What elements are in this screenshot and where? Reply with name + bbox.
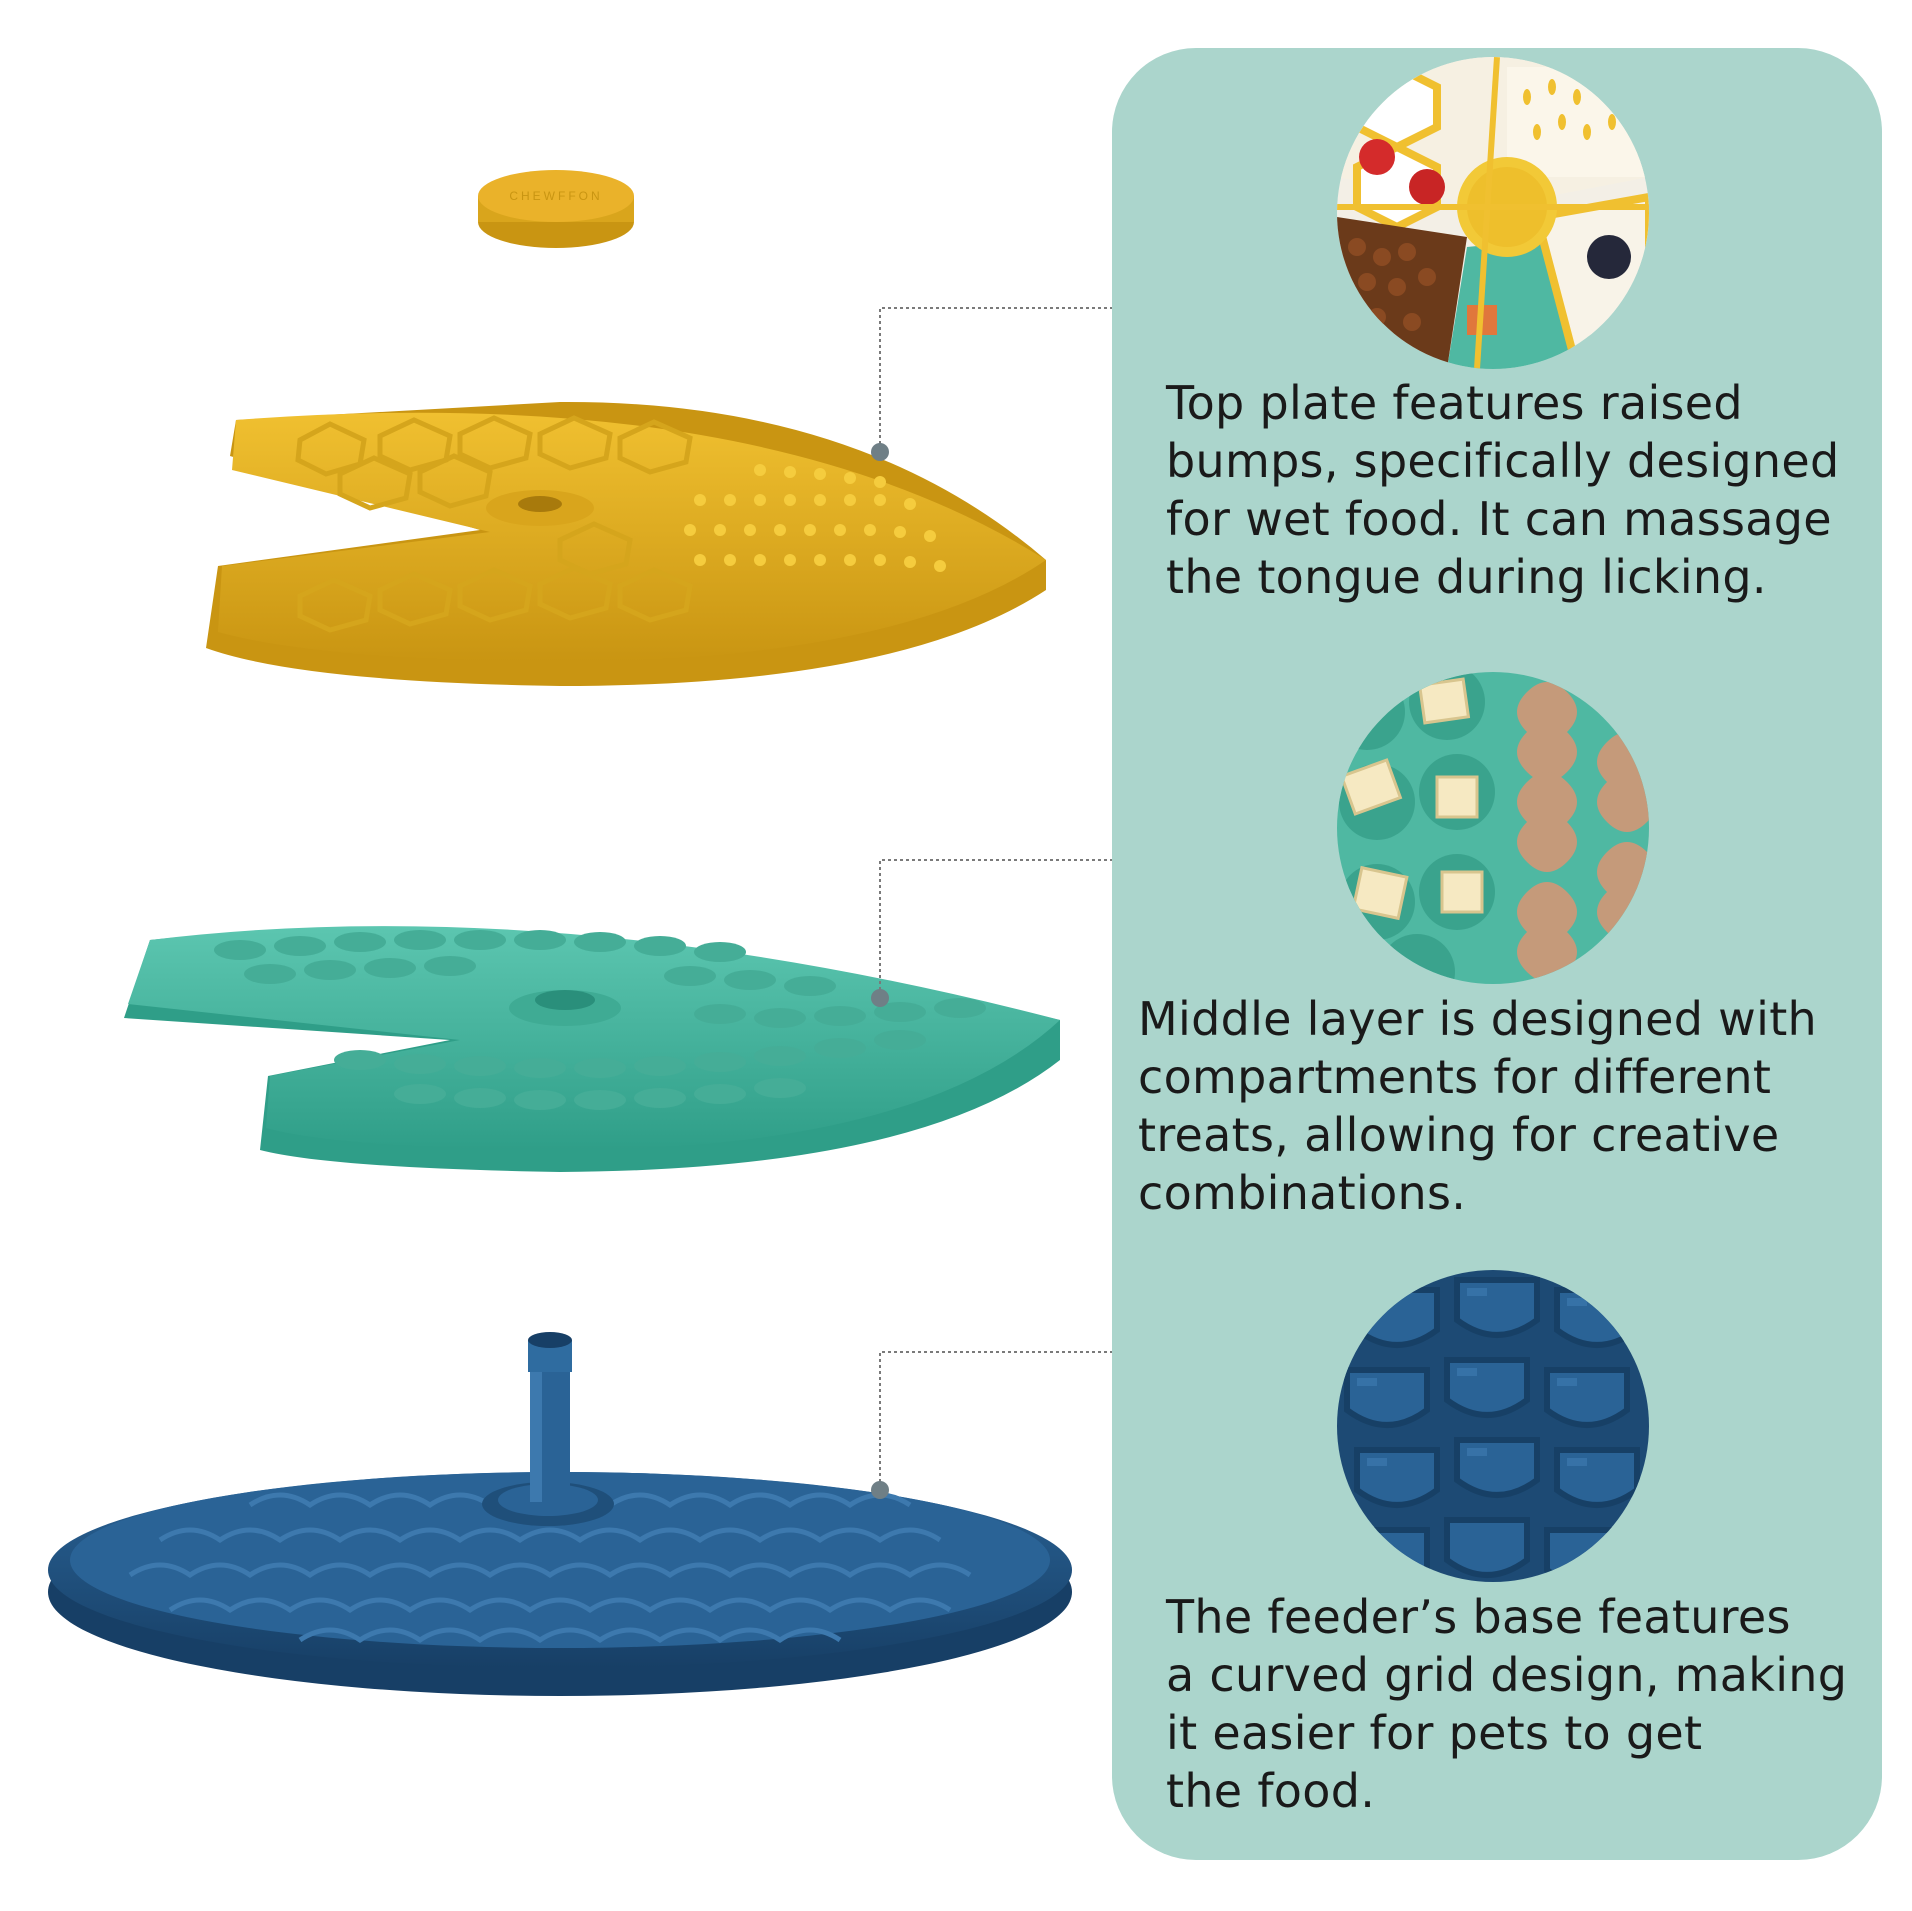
caption-line: it easier for pets to get	[1166, 1706, 1703, 1760]
caption-line: the tongue during licking.	[1166, 550, 1767, 604]
caption-line: Top plate features raised	[1166, 376, 1743, 430]
middle-layer-caption	[1138, 990, 1817, 1222]
caption-line: Middle layer is designed with	[1138, 992, 1817, 1046]
caption-line: treats, allowing for creative	[1138, 1108, 1780, 1162]
middle-layer	[124, 926, 1060, 1172]
caption-line: compartments for different	[1138, 1050, 1772, 1104]
middle-layer-detail-photo	[1337, 672, 1649, 984]
top-plate	[206, 402, 1046, 686]
base-detail-photo	[1337, 1270, 1649, 1582]
caption-line: the food.	[1166, 1764, 1376, 1818]
lid-brand-text: CHEWFFON	[509, 189, 603, 203]
caption-line: for wet food. It can massage	[1166, 492, 1832, 546]
top-plate-detail-photo	[1337, 57, 1649, 369]
base-caption	[1166, 1588, 1847, 1820]
caption-line: a curved grid design, making	[1166, 1648, 1848, 1702]
caption-line: The feeder’s base features	[1166, 1590, 1791, 1644]
caption-line: bumps, specifically designed	[1166, 434, 1840, 488]
lid-knob	[478, 170, 634, 248]
caption-line: combinations.	[1138, 1166, 1467, 1220]
base-tray	[48, 1332, 1072, 1696]
top-plate-caption	[1166, 374, 1839, 606]
